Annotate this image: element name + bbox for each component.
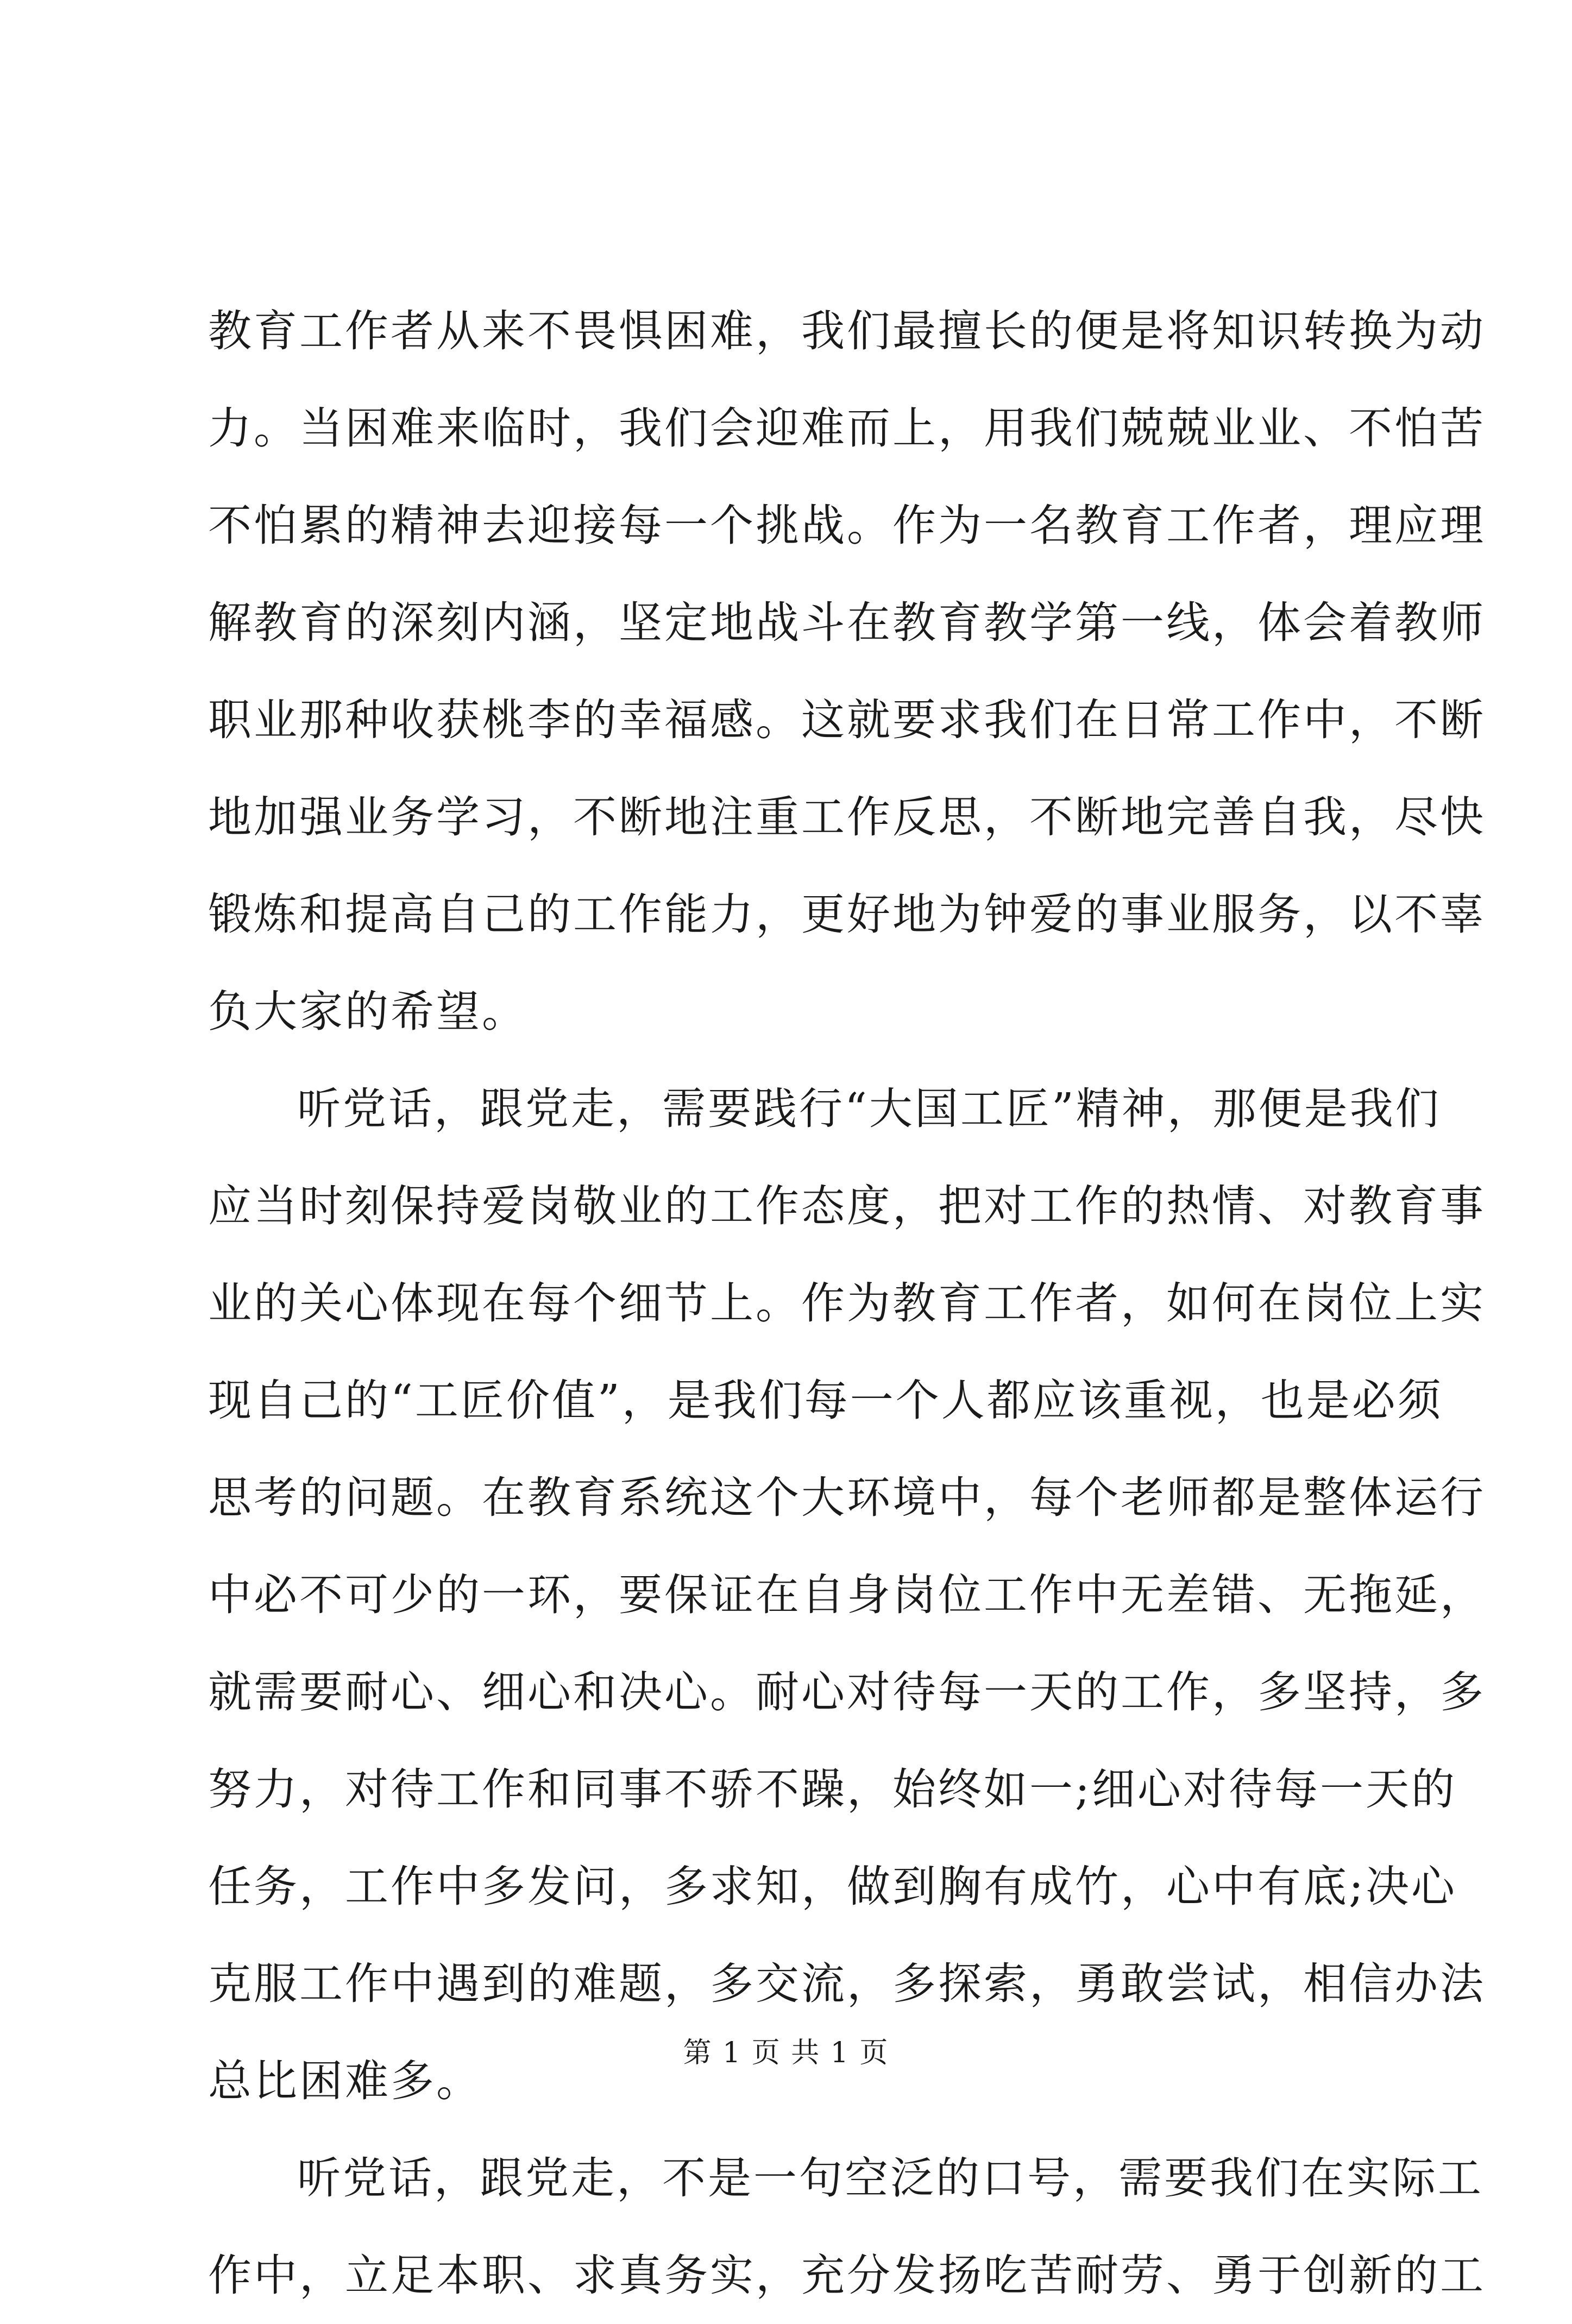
- text-line: 思考的问题。在教育系统这个大环境中，每个老师都是整体运行: [208, 1472, 1486, 1523]
- paragraph-first-line: 听党话，跟党走，需要践行“大国工匠”精神，那便是我们: [297, 1084, 1441, 1134]
- text-line: 克服工作中遇到的难题，多交流，多探索，勇敢尝试，相信办法: [208, 1958, 1486, 2009]
- text-line: 现自己的“工匠价值”，是我们每一个人都应该重视，也是必须: [208, 1375, 1443, 1426]
- paragraph-first-line: 听党话，跟党走，不是一句空泛的口号，需要我们在实际工: [297, 2153, 1483, 2203]
- page-number-label: 第 1 页 共 1 页: [683, 2037, 889, 2069]
- body-text: [208, 282, 1486, 2324]
- text-line: 业的关心体现在每个细节上。作为教育工作者，如何在岗位上实: [208, 1278, 1486, 1328]
- text-line: 职业那种收获桃李的幸福感。这就要求我们在日常工作中，不断: [208, 695, 1486, 745]
- text-line: 不怕累的精神去迎接每一个挑战。作为一名教育工作者，理应理: [208, 500, 1486, 551]
- text-line: 锻炼和提高自己的工作能力，更好地为钟爱的事业服务，以不辜: [208, 889, 1486, 940]
- text-line: 解教育的深刻内涵，坚定地战斗在教育教学第一线，体会着教师: [208, 597, 1486, 648]
- page-footer: [0, 2034, 1572, 2072]
- text-line: 中必不可少的一环，要保证在自身岗位工作中无差错、无拖延，: [208, 1570, 1486, 1620]
- text-line: 就需要耐心、细心和决心。耐心对待每一天的工作，多坚持，多: [208, 1667, 1486, 1717]
- text-line: 任务，工作中多发问，多求知，做到胸有成竹，心中有底;决心: [208, 1861, 1457, 1912]
- text-line: 总比困难多。: [208, 2056, 482, 2106]
- text-line: 负大家的希望。: [208, 986, 527, 1037]
- text-line: 地加强业务学习，不断地注重工作反思，不断地完善自我，尽快: [208, 792, 1486, 842]
- text-line: 教育工作者从来不畏惧困难，我们最擅长的便是将知识转换为动: [208, 306, 1486, 356]
- text-line: 努力，对待工作和同事不骄不躁，始终如一;细心对待每一天的: [208, 1764, 1457, 1815]
- text-line: 作中，立足本职、求真务实，充分发扬吃苦耐劳、勇于创新的工: [208, 2250, 1486, 2301]
- text-line: 应当时刻保持爱岗敬业的工作态度，把对工作的热情、对教育事: [208, 1181, 1486, 1231]
- text-line: 力。当困难来临时，我们会迎难而上，用我们兢兢业业、不怕苦: [208, 403, 1486, 454]
